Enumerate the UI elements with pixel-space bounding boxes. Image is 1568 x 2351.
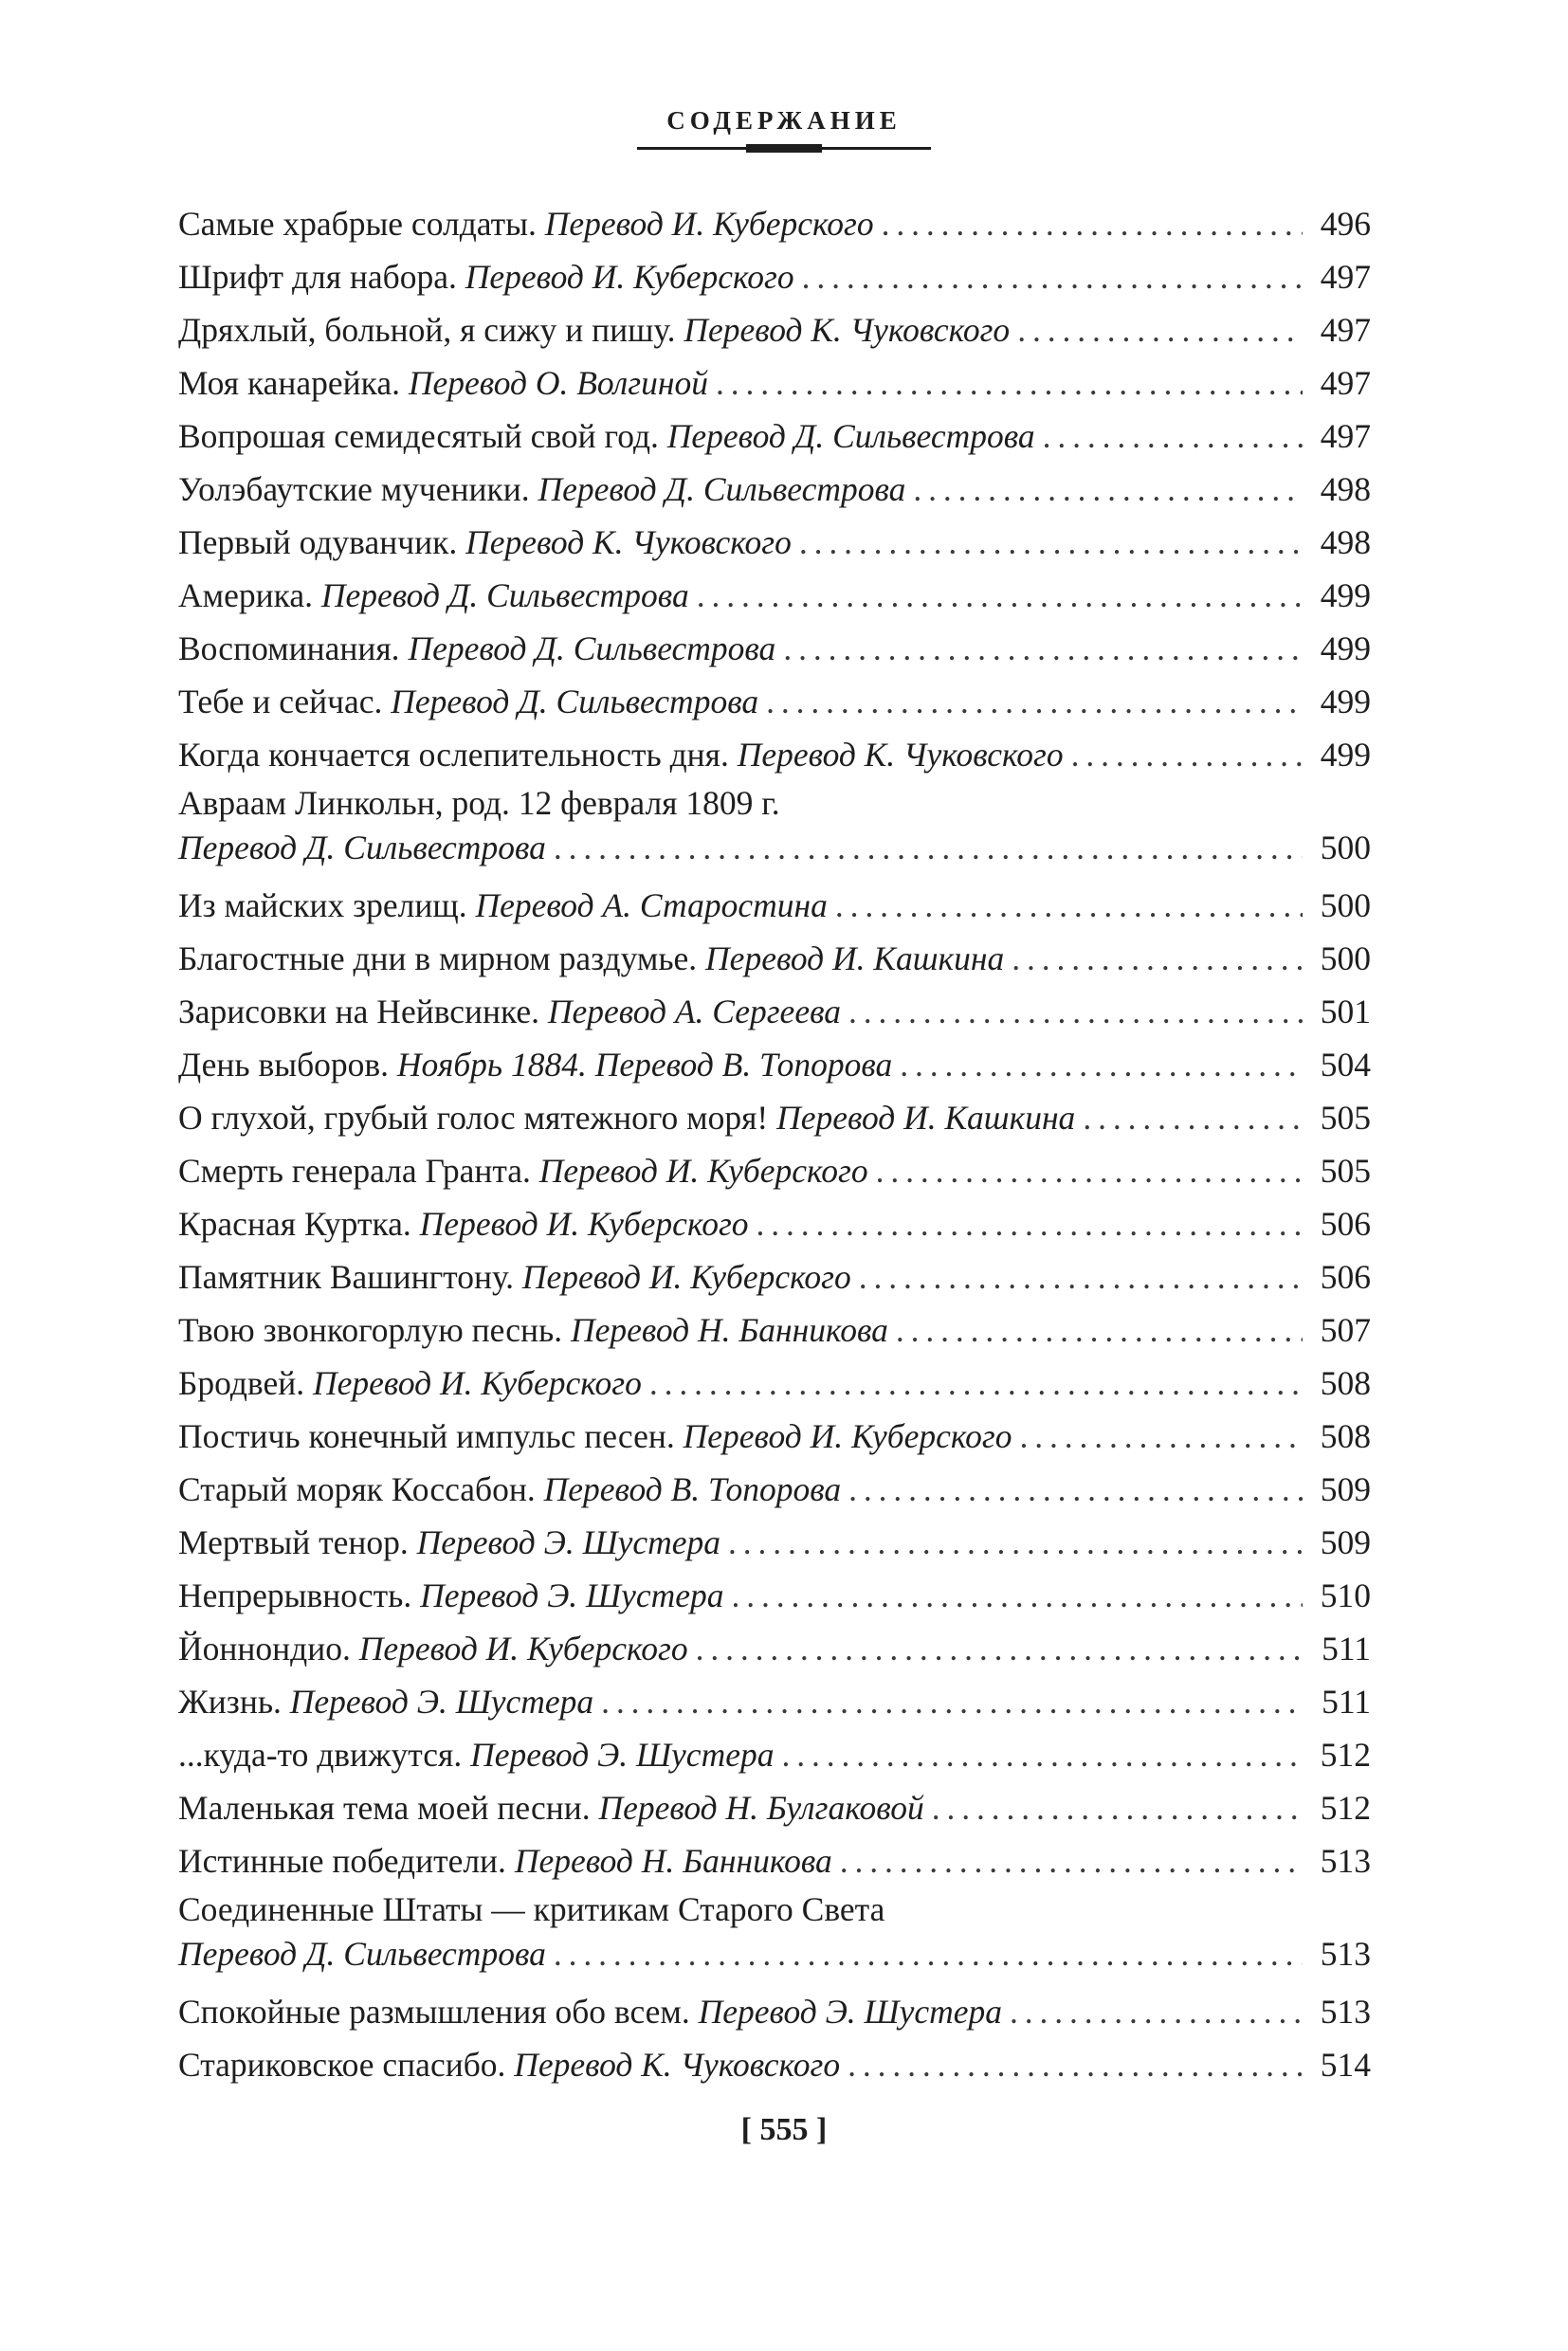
dot-leader — [882, 197, 1303, 250]
entry-translator: Перевод А. Старостина — [475, 886, 828, 924]
entry-title: Старый моряк Коссабон. — [178, 1470, 536, 1508]
header-rule — [637, 147, 931, 150]
entry-translator: Перевод А. Сергеева — [547, 993, 841, 1030]
entry-title: Первый одуванчик. — [178, 523, 458, 561]
entry-title: Памятник Вашингтону. — [178, 1258, 515, 1296]
entry-page: 511 — [1322, 1630, 1371, 1668]
dot-leader — [900, 1038, 1303, 1091]
entry-translator: Перевод И. Куберского — [521, 1258, 851, 1296]
dot-leader — [781, 1728, 1303, 1781]
page-header — [0, 106, 1568, 150]
dot-leader — [835, 879, 1303, 932]
entry-title: Постичь конечный импульс песен. — [178, 1417, 675, 1455]
entry-title: Бродвей. — [178, 1364, 305, 1402]
toc-entry — [178, 985, 1371, 1038]
dot-leader — [859, 1250, 1303, 1303]
entry-translator: Перевод В. Топорова — [543, 1470, 842, 1508]
entry-translator: Перевод Д. Сильвестрова — [178, 1935, 546, 1973]
entry-page: 499 — [1320, 576, 1371, 614]
entry-translator: Перевод Э. Шустера — [420, 1576, 724, 1614]
entry-title: Истинные победители. — [178, 1842, 506, 1880]
entry-page: 497 — [1320, 311, 1371, 349]
entry-title: Йоннондио. — [178, 1630, 351, 1668]
entry-title: Красная Куртка. — [178, 1205, 411, 1243]
entry-title: Мертвый тенор. — [178, 1523, 409, 1561]
entry-page: 498 — [1320, 470, 1371, 508]
entry-title: Когда кончается ослепительность дня. — [178, 736, 729, 774]
entry-translator: Перевод И. Куберского — [358, 1630, 688, 1668]
toc-entry — [178, 1144, 1371, 1197]
entry-page: 497 — [1320, 417, 1371, 455]
entry-page: 512 — [1320, 1789, 1371, 1827]
dot-leader — [757, 1197, 1303, 1250]
toc-entry — [178, 197, 1371, 250]
entry-title: Благостные дни в мирном раздумье. — [178, 939, 698, 977]
entry-page: 499 — [1320, 736, 1371, 774]
dot-leader — [1083, 1091, 1303, 1144]
dot-leader — [802, 250, 1303, 303]
entry-title: Смерть генерала Гранта. — [178, 1152, 531, 1190]
entry-page: 513 — [1320, 1842, 1371, 1880]
toc-entry — [178, 728, 1371, 781]
entry-page: 512 — [1320, 1736, 1371, 1774]
entry-page: 500 — [1320, 939, 1371, 977]
dot-leader — [1043, 410, 1303, 463]
dot-leader — [848, 985, 1303, 1038]
dot-leader — [696, 1622, 1303, 1675]
entry-page: 508 — [1320, 1364, 1371, 1402]
entry-title: ...куда-то движутся. — [178, 1736, 463, 1774]
entry-translator: Перевод И. Куберского — [544, 205, 874, 243]
toc-entry — [178, 1357, 1371, 1410]
entry-title: Уолэбаутские мученики. — [178, 470, 530, 508]
entry-translator: Перевод И. Куберского — [465, 258, 794, 296]
entry-page: 497 — [1320, 258, 1371, 296]
toc-entry — [178, 622, 1371, 675]
entry-title: Стариковское спасибо. — [178, 2046, 506, 2084]
entry-page: 506 — [1320, 1258, 1371, 1296]
entry-translator: Перевод Н. Банникова — [570, 1311, 888, 1349]
entry-title: День выборов. — [178, 1046, 390, 1084]
entry-translator: Перевод Э. Шустера — [698, 1993, 1002, 2031]
table-of-contents — [178, 197, 1371, 2091]
entry-title: Вопрошая семидесятый свой год. — [178, 417, 659, 455]
entry-title: Самые храбрые солдаты. — [178, 205, 537, 243]
dot-leader — [876, 1144, 1303, 1197]
entry-title: Тебе и сейчас. — [178, 683, 383, 720]
toc-entry — [178, 2038, 1371, 2091]
entry-page: 499 — [1320, 683, 1371, 720]
entry-title: Непрерывность. — [178, 1576, 412, 1614]
entry-page: 509 — [1320, 1470, 1371, 1508]
dot-leader — [601, 1675, 1303, 1728]
toc-entry — [178, 1781, 1371, 1834]
toc-entry — [178, 516, 1371, 569]
dot-leader — [649, 1357, 1303, 1410]
entry-page: 506 — [1320, 1205, 1371, 1243]
dot-leader — [554, 1932, 1303, 1977]
dot-leader — [913, 463, 1303, 516]
dot-leader — [766, 675, 1303, 728]
toc-entry — [178, 1516, 1371, 1569]
dot-leader — [716, 356, 1303, 410]
entry-translator: Перевод Д. Сильвестрова — [666, 417, 1035, 455]
toc-entry — [178, 1303, 1371, 1357]
entry-translator: Перевод Э. Шустера — [289, 1683, 594, 1721]
toc-entry — [178, 250, 1371, 303]
entry-translator: Перевод О. Волгиной — [408, 364, 708, 402]
entry-page: 496 — [1320, 205, 1371, 243]
dot-leader — [932, 1781, 1303, 1834]
toc-entry — [178, 1197, 1371, 1250]
toc-entry — [178, 463, 1371, 516]
dot-leader — [697, 569, 1303, 622]
entry-page: 499 — [1320, 629, 1371, 667]
entry-translator: Перевод К. Чуковского — [465, 523, 792, 561]
entry-translator: Перевод К. Чуковского — [684, 311, 1011, 349]
toc-entry — [178, 303, 1371, 356]
entry-title: Спокойные размышления обо всем. — [178, 1993, 690, 2031]
entry-page: 509 — [1320, 1523, 1371, 1561]
entry-title: Маленькая тема моей песни. — [178, 1789, 591, 1827]
dot-leader — [1020, 1410, 1304, 1463]
toc-entry — [178, 1038, 1371, 1091]
entry-title: Америка. — [178, 576, 313, 614]
entry-translator: Перевод Э. Шустера — [416, 1523, 721, 1561]
entry-translator: Перевод И. Кашкина — [705, 939, 1005, 977]
entry-translator: Перевод И. Куберского — [538, 1152, 868, 1190]
toc-entry — [178, 1887, 1371, 1985]
dot-leader — [732, 1569, 1304, 1622]
entry-translator: Перевод Н. Банникова — [514, 1842, 832, 1880]
entry-page: 513 — [1320, 1935, 1371, 1973]
entry-page: 497 — [1320, 364, 1371, 402]
entry-page: 514 — [1320, 2046, 1371, 2084]
entry-translator: Перевод Н. Булгаковой — [598, 1789, 924, 1827]
toc-entry — [178, 932, 1371, 985]
dot-leader — [783, 622, 1303, 675]
toc-entry — [178, 1091, 1371, 1144]
entry-translator: Перевод Д. Сильвестрова — [538, 470, 906, 508]
entry-translator: Перевод Д. Сильвестрова — [391, 683, 759, 720]
toc-entry — [178, 1675, 1371, 1728]
entry-title: Воспоминания. — [178, 629, 400, 667]
toc-entry — [178, 879, 1371, 932]
entry-page: 508 — [1320, 1417, 1371, 1455]
entry-title: Твою звонкогорлую песнь. — [178, 1311, 563, 1349]
dot-leader — [848, 1463, 1303, 1516]
entry-title: Жизнь. — [178, 1683, 282, 1721]
dot-leader — [840, 1834, 1303, 1887]
entry-translator: Перевод И. Куберского — [419, 1205, 749, 1243]
entry-translator: Перевод К. Чуковского — [514, 2046, 841, 2084]
toc-entry — [178, 410, 1371, 463]
entry-page: 505 — [1320, 1099, 1371, 1137]
entry-title: Дряхлый, больной, я сижу и пишу. — [178, 311, 676, 349]
dot-leader — [799, 516, 1303, 569]
entry-translator: Перевод Д. Сильвестрова — [320, 576, 689, 614]
toc-entry — [178, 1463, 1371, 1516]
entry-translator: Перевод И. Куберского — [683, 1417, 1012, 1455]
entry-title: Шрифт для набора. — [178, 258, 457, 296]
entry-page: 507 — [1320, 1311, 1371, 1349]
toc-entry — [178, 1250, 1371, 1303]
dot-leader — [554, 826, 1303, 870]
entry-translator: Ноябрь 1884. Перевод В. Топорова — [396, 1046, 893, 1084]
entry-page: 500 — [1320, 886, 1371, 924]
entry-translator: Перевод И. Кашкина — [776, 1099, 1076, 1137]
entry-title: Соединенные Штаты — критикам Старого Света — [178, 1890, 885, 1928]
entry-page: 511 — [1322, 1683, 1371, 1721]
entry-page: 501 — [1320, 993, 1371, 1030]
toc-entry — [178, 1985, 1371, 2038]
entry-page: 510 — [1320, 1576, 1371, 1614]
toc-entry — [178, 781, 1371, 879]
dot-leader — [1017, 303, 1303, 356]
dot-leader — [728, 1516, 1303, 1569]
toc-entry — [178, 1834, 1371, 1887]
entry-title: Зарисовки на Нейвсинке. — [178, 993, 540, 1030]
entry-translator: Перевод Д. Сильвестрова — [178, 829, 546, 866]
page-title: СОДЕРЖАНИЕ — [666, 106, 902, 135]
entry-page: 505 — [1320, 1152, 1371, 1190]
entry-title: О глухой, грубый голос мятежного моря! — [178, 1099, 769, 1137]
dot-leader — [896, 1303, 1303, 1357]
entry-title: Моя канарейка. — [178, 364, 401, 402]
entry-translator: Перевод И. Куберского — [312, 1364, 642, 1402]
entry-title: Авраам Линкольн, род. 12 февраля 1809 г. — [178, 784, 780, 822]
entry-page: 504 — [1320, 1046, 1371, 1084]
toc-entry — [178, 356, 1371, 410]
entry-title: Из майских зрелищ. — [178, 886, 467, 924]
toc-entry — [178, 1410, 1371, 1463]
entry-translator: Перевод Э. Шустера — [470, 1736, 775, 1774]
entry-page: 513 — [1320, 1993, 1371, 2031]
toc-entry — [178, 1728, 1371, 1781]
dot-leader — [1012, 932, 1303, 985]
entry-translator: Перевод Д. Сильвестрова — [408, 629, 776, 667]
dot-leader — [1071, 728, 1303, 781]
toc-entry — [178, 1622, 1371, 1675]
dot-leader — [1010, 1985, 1303, 2038]
toc-entry — [178, 675, 1371, 728]
dot-leader — [848, 2038, 1303, 2091]
entry-page: 500 — [1320, 829, 1371, 866]
entry-page: 498 — [1320, 523, 1371, 561]
toc-entry — [178, 569, 1371, 622]
page-number: [ 555 ] — [740, 2112, 828, 2147]
toc-entry — [178, 1569, 1371, 1622]
entry-translator: Перевод К. Чуковского — [737, 736, 1064, 774]
